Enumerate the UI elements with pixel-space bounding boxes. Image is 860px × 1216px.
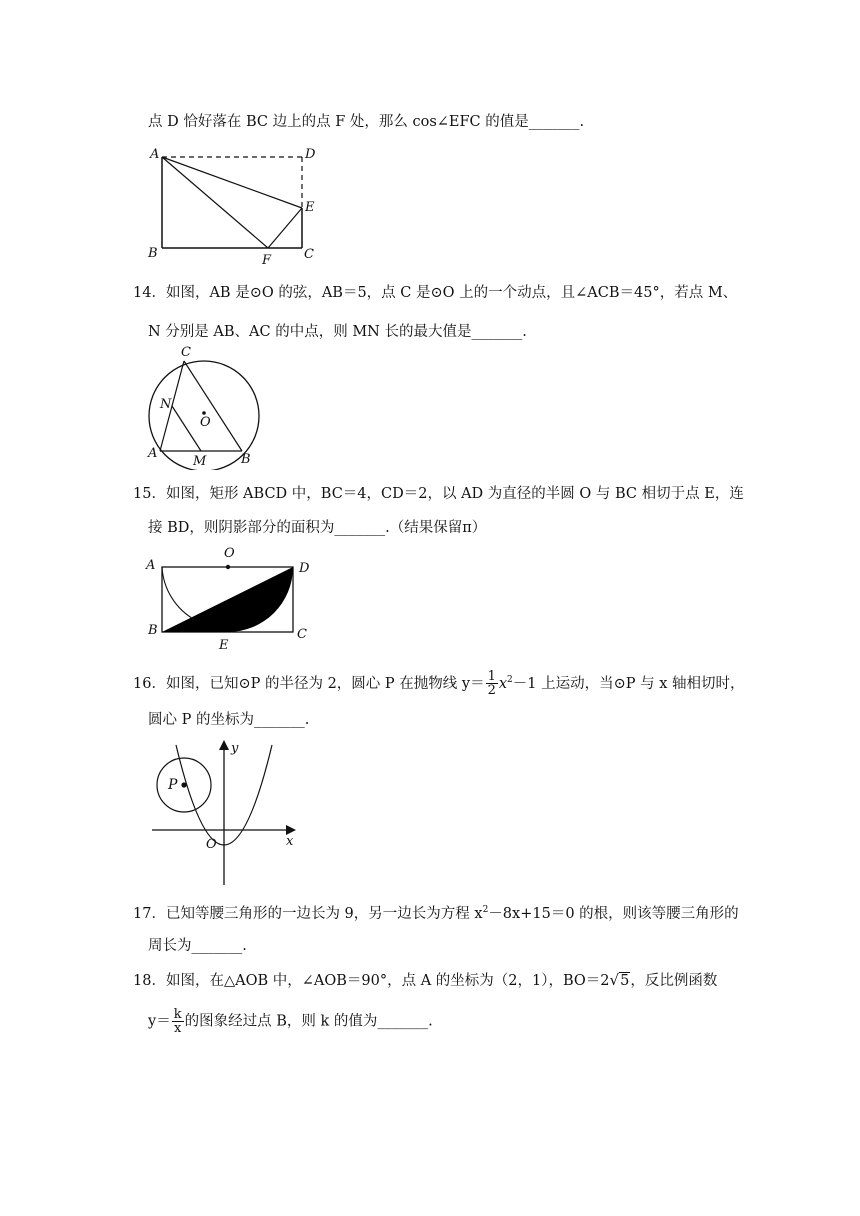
q13-label-d: D xyxy=(305,147,316,162)
q18-frac-den: x xyxy=(173,1021,182,1036)
q18-text-line1 xyxy=(133,970,717,991)
q18-line2-a: y＝ xyxy=(148,1013,171,1030)
q17-text-line2: 周长为_______. xyxy=(148,938,247,954)
q15-rectangle-semicircle-figure xyxy=(140,540,325,655)
q16-line1-b: x xyxy=(498,675,508,692)
q16-sup: 2 xyxy=(507,675,513,685)
q14-label-n: N xyxy=(160,397,172,412)
q13-rectangle-figure xyxy=(140,140,330,265)
q17-sup: 2 xyxy=(482,905,489,915)
q18-frac-num: k xyxy=(173,1007,182,1022)
q16-text-line2: 圆心 P 的坐标为_______. xyxy=(148,712,310,728)
q15-label-b: B xyxy=(148,623,158,638)
q16-line1-c: －1 上运动，当⊙P 与 x 轴相切时， xyxy=(512,675,745,692)
q15-label-e: E xyxy=(219,638,229,653)
q16-number: 16． xyxy=(133,675,166,692)
q18-line2-b: 的图象经过点 B，则 k 的值为_______. xyxy=(184,1013,433,1030)
q16-label-y: y xyxy=(231,741,239,756)
q17-text-line1 xyxy=(133,900,739,924)
q13-label-e: E xyxy=(305,200,315,215)
q16-line1-a: 如图，已知⊙P 的半径为 2，圆心 P 在抛物线 y＝ xyxy=(165,675,485,692)
q14-line1-text: 如图，AB 是⊙O 的弦，AB＝5，点 C 是⊙O 上的一个动点，且∠ACB＝45°，若点 M、 xyxy=(165,285,738,301)
q16-parabola-figure xyxy=(140,735,310,890)
q17-line1-a: 已知等腰三角形的一边长为 9，另一边长为方程 x xyxy=(165,905,483,922)
q13-label-c: C xyxy=(304,247,314,262)
q15-text-line1 xyxy=(133,484,744,504)
q14-label-c: C xyxy=(181,345,191,360)
q18-line1-a: 如图，在△AOB 中，∠AOB＝90°，点 A 的坐标为（2，1），BO＝2 xyxy=(165,973,610,989)
q14-label-a: A xyxy=(148,446,158,461)
q15-label-a: A xyxy=(146,558,156,573)
q14-text-line1 xyxy=(133,283,737,303)
q15-line1-text: 如图，矩形 ABCD 中，BC＝4，CD＝2，以 AD 为直径的半圆 O 与 BC 相切于点 E，连 xyxy=(165,486,744,502)
q14-label-o: O xyxy=(200,415,211,430)
q15-label-d: D xyxy=(299,561,310,576)
q17-number: 17． xyxy=(133,905,166,922)
q16-frac-den: 2 xyxy=(487,683,496,699)
q18-line1-b: ，反比例函数 xyxy=(630,973,718,989)
q15-label-c: C xyxy=(297,627,307,642)
q18-sqrt-value: 5 xyxy=(620,973,630,989)
q16-label-p: P xyxy=(168,777,178,793)
q14-number: 14． xyxy=(133,285,166,301)
q13-label-f: F xyxy=(262,253,272,265)
q18-text-line2 xyxy=(148,1008,433,1035)
q13-text-line1: 点 D 恰好落在 BC 边上的点 F 处，那么 cos∠EFC 的值是_______. xyxy=(148,114,585,130)
q15-label-o: O xyxy=(224,546,235,561)
q13-label-a: A xyxy=(150,147,160,162)
q15-number: 15． xyxy=(133,486,166,502)
q16-frac-num: 1 xyxy=(487,669,496,685)
q15-text-line2: 接 BD，则阴影部分的面积为_______.（结果保留π） xyxy=(148,520,487,536)
q16-text-line1 xyxy=(133,670,745,697)
q18-sqrt-sign: √ xyxy=(609,971,620,989)
q16-label-o: O xyxy=(206,837,217,852)
q14-label-b: B xyxy=(241,452,251,467)
q14-circle-figure xyxy=(140,340,270,470)
q18-number: 18． xyxy=(133,973,166,989)
q14-text-line2: N 分别是 AB、AC 的中点，则 MN 长的最大值是_______. xyxy=(148,324,527,340)
q16-fraction xyxy=(486,670,498,697)
q17-line1-b: －8x+15＝0 的根，则该等腰三角形的 xyxy=(488,905,739,922)
q18-fraction xyxy=(172,1008,184,1035)
q16-label-x: x xyxy=(286,834,294,849)
q14-label-m: M xyxy=(193,454,207,469)
q13-label-b: B xyxy=(148,246,158,261)
